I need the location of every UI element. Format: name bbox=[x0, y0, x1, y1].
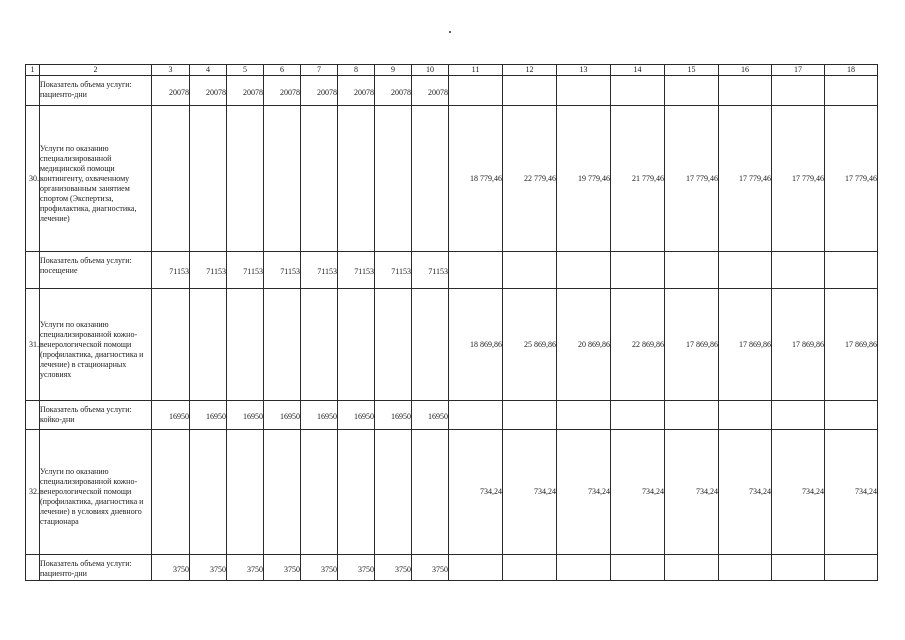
value-cell-col-12: 25 869,86 bbox=[503, 289, 557, 401]
value-cell-col-9 bbox=[375, 430, 412, 555]
value-cell-col-15 bbox=[665, 401, 719, 430]
value-cell-col-7: 3750 bbox=[301, 555, 338, 581]
value-cell-col-5 bbox=[227, 106, 264, 252]
indicator-row bbox=[26, 76, 878, 106]
col-header-10: 10 bbox=[412, 65, 449, 76]
service-row bbox=[26, 289, 878, 401]
col-header-16: 16 bbox=[719, 65, 772, 76]
value-cell-col-15: 17 779,46 bbox=[665, 106, 719, 252]
value-cell-col-10 bbox=[412, 430, 449, 555]
value-cell-col-8: 20078 bbox=[338, 76, 375, 106]
value-cell-col-16 bbox=[719, 252, 772, 289]
value-cell-col-16 bbox=[719, 76, 772, 106]
value-cell-col-11: 734,24 bbox=[449, 430, 503, 555]
value-cell-col-3 bbox=[152, 430, 190, 555]
value-cell-col-5 bbox=[227, 289, 264, 401]
value-cell-col-8: 71153 bbox=[338, 252, 375, 289]
value-cell-col-4: 20078 bbox=[190, 76, 227, 106]
value-cell-col-18 bbox=[825, 252, 878, 289]
value-cell-col-14 bbox=[611, 252, 665, 289]
value-cell-col-11: 18 869,86 bbox=[449, 289, 503, 401]
value-cell-col-14: 22 869,86 bbox=[611, 289, 665, 401]
value-cell-col-17 bbox=[772, 555, 825, 581]
indicator-name: Показатель объема услуги: посещение bbox=[40, 252, 152, 289]
service-name: Услуги по оказанию специализированной кожно-венерологической помощи (профилактика, диагностика и лечение) в стационарных условиях bbox=[40, 289, 152, 401]
value-cell-col-16: 734,24 bbox=[719, 430, 772, 555]
value-cell-col-16 bbox=[719, 555, 772, 581]
value-cell-col-4 bbox=[190, 289, 227, 401]
col-header-6: 6 bbox=[264, 65, 301, 76]
value-cell-col-3: 16950 bbox=[152, 401, 190, 430]
value-cell-col-14 bbox=[611, 401, 665, 430]
value-cell-col-5 bbox=[227, 430, 264, 555]
row-number bbox=[26, 555, 40, 581]
value-cell-col-17: 17 779,46 bbox=[772, 106, 825, 252]
value-cell-col-15 bbox=[665, 76, 719, 106]
service-name: Услуги по оказанию специализированной кожно-венерологической помощи (профилактика, диагностика и лечение) в условиях дневного стационара bbox=[40, 430, 152, 555]
value-cell-col-8 bbox=[338, 106, 375, 252]
value-cell-col-8 bbox=[338, 289, 375, 401]
value-cell-col-10: 71153 bbox=[412, 252, 449, 289]
value-cell-col-18 bbox=[825, 401, 878, 430]
col-header-13: 13 bbox=[557, 65, 611, 76]
col-header-8: 8 bbox=[338, 65, 375, 76]
value-cell-col-12 bbox=[503, 76, 557, 106]
value-cell-col-11 bbox=[449, 252, 503, 289]
value-cell-col-13 bbox=[557, 555, 611, 581]
value-cell-col-8: 16950 bbox=[338, 401, 375, 430]
value-cell-col-10: 3750 bbox=[412, 555, 449, 581]
value-cell-col-11 bbox=[449, 401, 503, 430]
value-cell-col-4: 71153 bbox=[190, 252, 227, 289]
value-cell-col-12 bbox=[503, 555, 557, 581]
value-cell-col-6: 20078 bbox=[264, 76, 301, 106]
value-cell-col-14: 734,24 bbox=[611, 430, 665, 555]
value-cell-col-8: 3750 bbox=[338, 555, 375, 581]
service-row bbox=[26, 430, 878, 555]
value-cell-col-10 bbox=[412, 106, 449, 252]
value-cell-col-14 bbox=[611, 555, 665, 581]
col-header-2: 2 bbox=[40, 65, 152, 76]
row-number bbox=[26, 252, 40, 289]
value-cell-col-16 bbox=[719, 401, 772, 430]
value-cell-col-10 bbox=[412, 289, 449, 401]
col-header-4: 4 bbox=[190, 65, 227, 76]
value-cell-col-17: 17 869,86 bbox=[772, 289, 825, 401]
value-cell-col-3 bbox=[152, 106, 190, 252]
row-number: 30. bbox=[26, 106, 40, 252]
value-cell-col-7 bbox=[301, 106, 338, 252]
value-cell-col-18 bbox=[825, 76, 878, 106]
value-cell-col-12: 22 779,46 bbox=[503, 106, 557, 252]
value-cell-col-17: 734,24 bbox=[772, 430, 825, 555]
value-cell-col-5: 3750 bbox=[227, 555, 264, 581]
value-cell-col-11 bbox=[449, 76, 503, 106]
col-header-1: 1 bbox=[26, 65, 40, 76]
value-cell-col-16: 17 869,86 bbox=[719, 289, 772, 401]
value-cell-col-13 bbox=[557, 76, 611, 106]
row-number bbox=[26, 76, 40, 106]
value-cell-col-11 bbox=[449, 555, 503, 581]
col-header-12: 12 bbox=[503, 65, 557, 76]
col-header-14: 14 bbox=[611, 65, 665, 76]
value-cell-col-4: 3750 bbox=[190, 555, 227, 581]
value-cell-col-18: 17 869,86 bbox=[825, 289, 878, 401]
col-header-11: 11 bbox=[449, 65, 503, 76]
value-cell-col-14 bbox=[611, 76, 665, 106]
service-name: Услуги по оказанию специализированной медицинской помощи контингенту, охваченному организованным занятием спортом (Экспертиза, профилактика, диагностика, лечение) bbox=[40, 106, 152, 252]
value-cell-col-17 bbox=[772, 401, 825, 430]
value-cell-col-15: 17 869,86 bbox=[665, 289, 719, 401]
col-header-15: 15 bbox=[665, 65, 719, 76]
row-number: 32. bbox=[26, 430, 40, 555]
value-cell-col-13 bbox=[557, 401, 611, 430]
value-cell-col-15: 734,24 bbox=[665, 430, 719, 555]
value-cell-col-9: 20078 bbox=[375, 76, 412, 106]
value-cell-col-5: 20078 bbox=[227, 76, 264, 106]
value-cell-col-10: 16950 bbox=[412, 401, 449, 430]
value-cell-col-8 bbox=[338, 430, 375, 555]
page-speck bbox=[449, 31, 451, 33]
value-cell-col-9: 3750 bbox=[375, 555, 412, 581]
budget-table bbox=[25, 64, 878, 581]
value-cell-col-10: 20078 bbox=[412, 76, 449, 106]
value-cell-col-18: 734,24 bbox=[825, 430, 878, 555]
value-cell-col-9: 71153 bbox=[375, 252, 412, 289]
service-row bbox=[26, 106, 878, 252]
value-cell-col-13: 734,24 bbox=[557, 430, 611, 555]
value-cell-col-4: 16950 bbox=[190, 401, 227, 430]
value-cell-col-7: 20078 bbox=[301, 76, 338, 106]
value-cell-col-18: 17 779,46 bbox=[825, 106, 878, 252]
value-cell-col-13: 20 869,86 bbox=[557, 289, 611, 401]
value-cell-col-7 bbox=[301, 289, 338, 401]
indicator-row bbox=[26, 555, 878, 581]
value-cell-col-17 bbox=[772, 76, 825, 106]
value-cell-col-16: 17 779,46 bbox=[719, 106, 772, 252]
indicator-name: Показатель объема услуги: койко-дни bbox=[40, 401, 152, 430]
value-cell-col-4 bbox=[190, 106, 227, 252]
value-cell-col-14: 21 779,46 bbox=[611, 106, 665, 252]
col-header-3: 3 bbox=[152, 65, 190, 76]
value-cell-col-7 bbox=[301, 430, 338, 555]
col-header-5: 5 bbox=[227, 65, 264, 76]
row-number bbox=[26, 401, 40, 430]
value-cell-col-13: 19 779,46 bbox=[557, 106, 611, 252]
value-cell-col-4 bbox=[190, 430, 227, 555]
value-cell-col-15 bbox=[665, 555, 719, 581]
value-cell-col-3 bbox=[152, 289, 190, 401]
value-cell-col-12: 734,24 bbox=[503, 430, 557, 555]
value-cell-col-6 bbox=[264, 106, 301, 252]
value-cell-col-6: 71153 bbox=[264, 252, 301, 289]
row-number: 31. bbox=[26, 289, 40, 401]
value-cell-col-6 bbox=[264, 430, 301, 555]
value-cell-col-6 bbox=[264, 289, 301, 401]
value-cell-col-12 bbox=[503, 252, 557, 289]
value-cell-col-18 bbox=[825, 555, 878, 581]
value-cell-col-3: 71153 bbox=[152, 252, 190, 289]
value-cell-col-3: 20078 bbox=[152, 76, 190, 106]
value-cell-col-3: 3750 bbox=[152, 555, 190, 581]
value-cell-col-6: 16950 bbox=[264, 401, 301, 430]
col-header-18: 18 bbox=[825, 65, 878, 76]
indicator-row bbox=[26, 252, 878, 289]
col-header-9: 9 bbox=[375, 65, 412, 76]
value-cell-col-6: 3750 bbox=[264, 555, 301, 581]
value-cell-col-5: 16950 bbox=[227, 401, 264, 430]
column-number-row bbox=[26, 65, 878, 76]
value-cell-col-9 bbox=[375, 289, 412, 401]
indicator-name: Показатель объема услуги: пациенто-дни bbox=[40, 555, 152, 581]
value-cell-col-7: 71153 bbox=[301, 252, 338, 289]
value-cell-col-13 bbox=[557, 252, 611, 289]
value-cell-col-9: 16950 bbox=[375, 401, 412, 430]
value-cell-col-12 bbox=[503, 401, 557, 430]
value-cell-col-11: 18 779,46 bbox=[449, 106, 503, 252]
value-cell-col-9 bbox=[375, 106, 412, 252]
indicator-name: Показатель объема услуги: пациенто-дни bbox=[40, 76, 152, 106]
indicator-row bbox=[26, 401, 878, 430]
value-cell-col-5: 71153 bbox=[227, 252, 264, 289]
value-cell-col-17 bbox=[772, 252, 825, 289]
col-header-17: 17 bbox=[772, 65, 825, 76]
col-header-7: 7 bbox=[301, 65, 338, 76]
value-cell-col-7: 16950 bbox=[301, 401, 338, 430]
value-cell-col-15 bbox=[665, 252, 719, 289]
